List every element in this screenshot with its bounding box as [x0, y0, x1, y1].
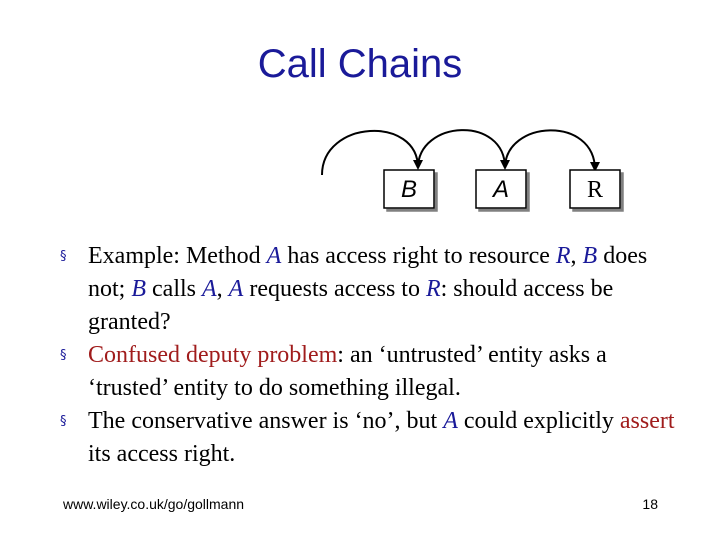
call-arrow-into-b: [322, 131, 418, 175]
access-arrow-a-to-r: [505, 130, 595, 170]
bullet-marker: §: [60, 348, 67, 363]
bullet-text-run: A: [228, 276, 244, 302]
footer-url: www.wiley.co.uk/go/gollmann: [63, 496, 245, 512]
node-r-label: R: [586, 177, 604, 203]
bullet-text-run: requests access to: [243, 276, 426, 302]
slide-title: Call Chains: [257, 42, 463, 86]
bullet-text-run: has access right to resource: [281, 243, 556, 269]
bullet-item: [60, 405, 690, 471]
bullet-text-run: Confused deputy problem: [88, 342, 338, 368]
call-arrow-b-to-a: [418, 130, 505, 168]
node-a: [476, 170, 526, 208]
page-number: 18: [642, 496, 658, 512]
bullet-text-run: B: [582, 243, 598, 269]
bullet-marker: §: [60, 414, 67, 429]
node-b: [384, 170, 434, 208]
bullet-text-run: B: [131, 276, 147, 302]
bullet-list: [60, 240, 690, 471]
call-chain-diagram: [0, 0, 720, 230]
bullet-text-run: does not;: [88, 243, 648, 302]
bullet-text-run: A: [443, 408, 458, 434]
bullet-text-run: A: [266, 243, 282, 269]
node-b-label: B: [400, 176, 418, 203]
bullet-text-run: The conservative answer is ‘no’, but: [88, 408, 444, 434]
bullet-text-run: : an ‘untrusted’ entity asks a ‘trusted’ entity to do something illegal.: [88, 342, 607, 401]
bullet-text-run: : should access be granted?: [88, 276, 614, 335]
bullet-text-run: R: [425, 276, 441, 302]
bullet-text-run: ,: [216, 276, 229, 302]
bullet-text-run: R: [555, 243, 571, 269]
node-a-label: A: [492, 176, 510, 203]
bullet-marker: §: [60, 249, 67, 264]
bullet-text-run: A: [202, 276, 217, 302]
bullet-text-run: could explicitly: [457, 408, 620, 434]
bullet-text-run: Example: Method: [88, 243, 267, 269]
bullet-text-run: ,: [570, 243, 583, 269]
bullet-text-run: its access right.: [88, 441, 236, 467]
bullet-item: [60, 339, 690, 405]
bullet-text-run: calls: [146, 276, 202, 302]
bullet-text-run: assert: [619, 408, 675, 434]
bullet-item: [60, 240, 690, 339]
node-r: [570, 170, 620, 208]
